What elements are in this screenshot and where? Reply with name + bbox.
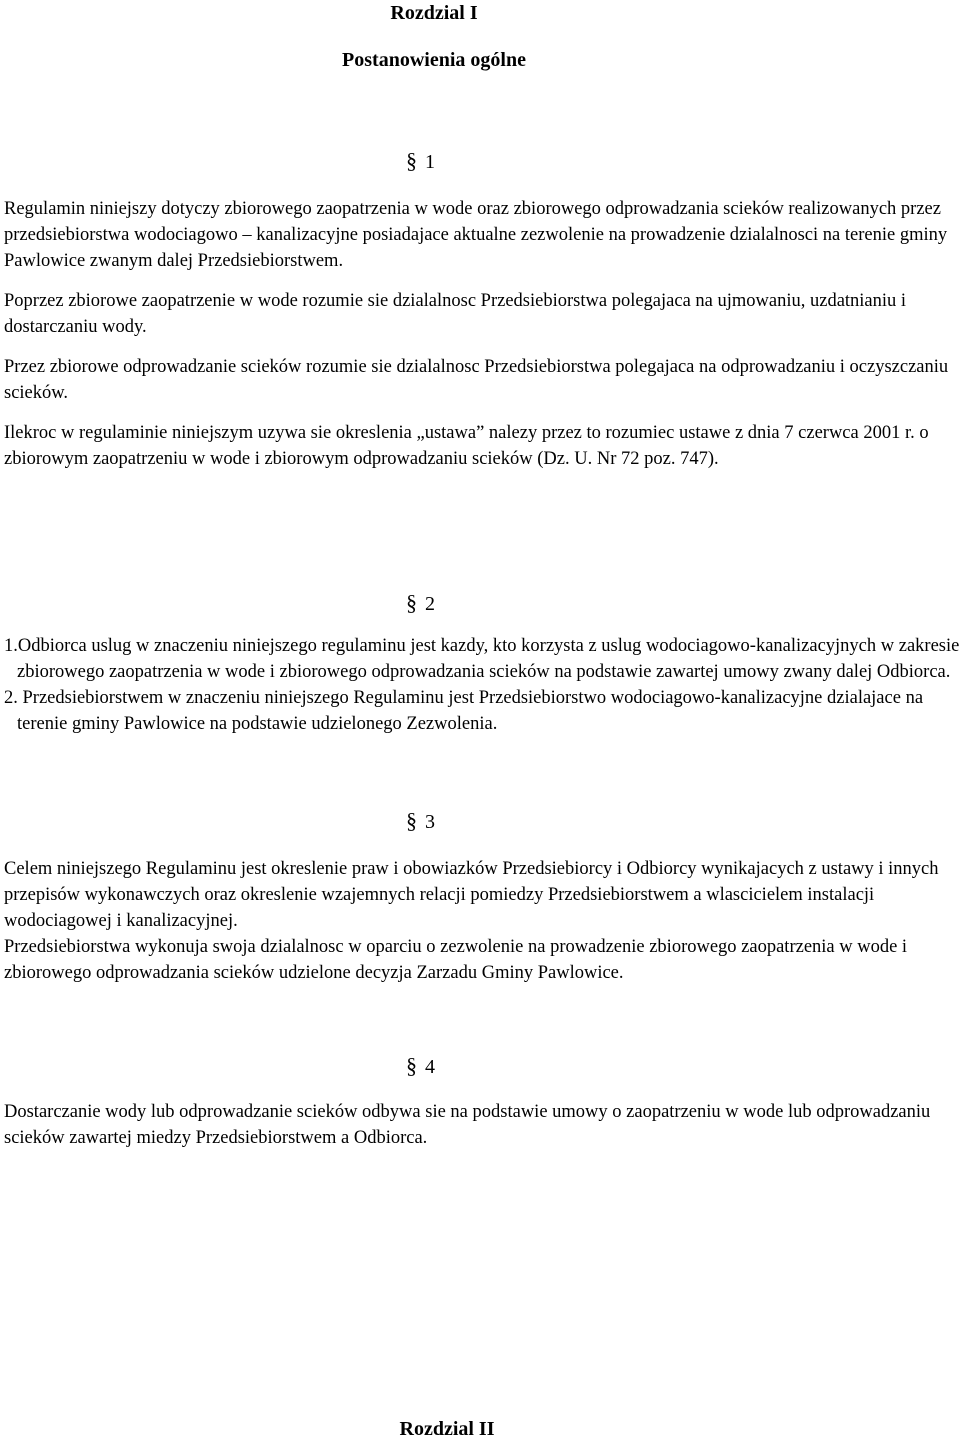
numbered-item: 1.Odbiorca uslug w znaczeniu niniejszego regulaminu jest kazdy, kto korzysta z uslug wodociagowo-kanalizacyjnych w zakresie zbiorowego zaopatrzenia w wode i zbiorowego odprowadzania scieków na podstawie zawartej umowy zwany dalej Odbiorca.	[4, 636, 960, 682]
section-2-heading	[406, 590, 435, 616]
section-3-body	[4, 856, 960, 986]
section-number: 3	[425, 811, 435, 833]
section-symbol: §	[406, 590, 417, 615]
paragraph: Przez zbiorowe odprowadzanie scieków rozumie sie dzialalnosc Przedsiebiorstwa polegajaca na odprowadzaniu i oczyszczaniu scieków.	[4, 357, 949, 403]
chapter-1-subtitle: Postanowienia ogólne	[342, 49, 526, 71]
numbered-item: 2. Przedsiebiorstwem w znaczeniu niniejszego Regulaminu jest Przedsiebiorstwo wodociagowo-kanalizacyjne dzialajace na terenie gminy Pawlowice na podstawie udzielonego Zezwolenia.	[4, 688, 924, 734]
section-number: 2	[425, 593, 435, 615]
section-symbol: §	[406, 148, 417, 173]
section-number: 1	[425, 151, 435, 173]
section-1-heading	[406, 148, 435, 174]
section-2-body	[4, 633, 960, 737]
paragraph: Poprzez zbiorowe zaopatrzenie w wode rozumie sie dzialalnosc Przedsiebiorstwa polegajaca na ujmowaniu, uzdatnianiu i dostarczaniu wody.	[4, 291, 907, 337]
paragraph: Regulamin niniejszy dotyczy zbiorowego zaopatrzenia w wode oraz zbiorowego odprowadzania scieków realizowanych przez przedsiebiorstwa wodociagowo – kanalizacyjne posiadajace aktualne zezwolenie na prowadzenie dzialalnosci na terenie gminy Pawlowice zwanym dalej Przedsiebiorstwem.	[4, 199, 948, 271]
paragraph: Ilekroc w regulaminie niniejszym uzywa sie okreslenia „ustawa” nalezy przez to rozumiec ustawe z dnia 7 czerwca 2001 r. o zbiorowym zaopatrzeniu w wode i zbiorowym odprowadzaniu scieków (Dz. U. Nr 72 poz. 747).	[4, 423, 929, 469]
paragraph: Dostarczanie wody lub odprowadzanie scieków odbywa sie na podstawie umowy o zaopatrzeniu w wode lub odprowadzaniu scieków zawartej miedzy Przedsiebiorstwem a Odbiorca.	[4, 1102, 931, 1148]
paragraph: Przedsiebiorstwa wykonuja swoja dzialalnosc w oparciu o zezwolenie na prowadzenie zbiorowego zaopatrzenia w wode i zbiorowego odprowadzania scieków udzielone decyzja Zarzadu Gminy Pawlowice.	[4, 937, 908, 983]
section-1-body	[4, 196, 960, 472]
section-4-body	[4, 1099, 960, 1151]
section-symbol: §	[406, 1053, 417, 1078]
paragraph: Celem niniejszego Regulaminu jest okreslenie praw i obowiazków Przedsiebiorcy i Odbiorcy wynikajacych z ustawy i innych przepisów wykonawczych oraz okreslenie wzajemnych relacji pomiedzy Przedsiebiorstwem a wlascicielem instalacji wodociagowej i kanalizacyjnej.	[4, 859, 939, 931]
section-3-heading	[406, 808, 435, 834]
chapter-1-title: Rozdzial I	[390, 2, 478, 24]
section-4-heading	[406, 1053, 435, 1079]
section-number: 4	[425, 1056, 435, 1078]
section-symbol: §	[406, 808, 417, 833]
chapter-2-title: Rozdzial II	[399, 1418, 495, 1440]
